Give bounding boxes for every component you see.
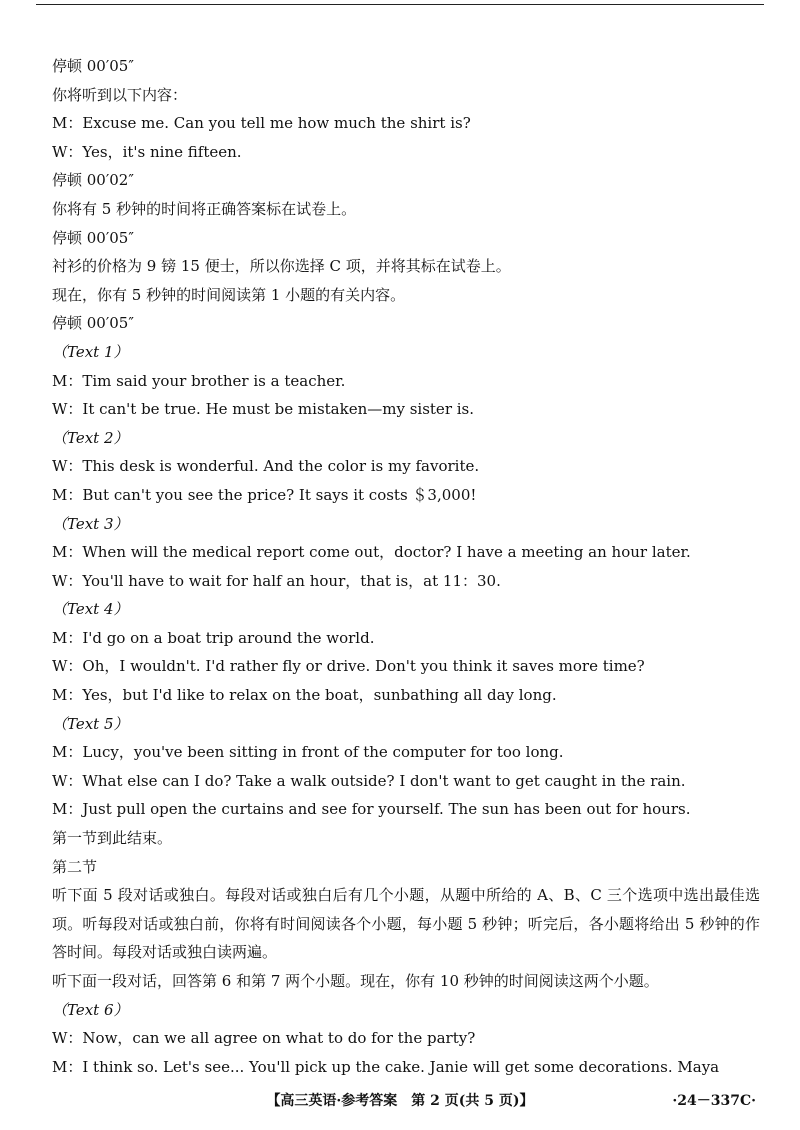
dialogue-line: W：Yes，it's nine fifteen. xyxy=(52,142,242,161)
text-label: （Text 1） xyxy=(52,342,129,361)
dialogue-line: W：Oh，I wouldn't. I'd rather fly or drive. Don't you think it saves more time? xyxy=(52,657,645,676)
pause-line: 停顿 00′05″ xyxy=(52,57,134,75)
text-label: （Text 3） xyxy=(52,514,129,533)
dialogue-line: W：This desk is wonderful. And the color is my favorite. xyxy=(52,457,480,476)
instruction-line: 听下面一段对话，回答第 6 和第 7 两个小题。现在，你有 10 秒钟的时间阅读这两个小题。 xyxy=(52,972,659,990)
dialogue-line: W：You'll have to wait for half an hour，that is，at 11：30. xyxy=(52,571,501,590)
dialogue-line: M：I'd go on a boat trip around the world. xyxy=(52,628,375,647)
dialogue-line: W：It can't be true. He must be mistaken—my sister is. xyxy=(52,400,475,419)
instruction-line: 现在，你有 5 秒钟的时间阅读第 1 小题的有关内容。 xyxy=(52,285,406,304)
section-instructions: 听下面 5 段对话或独白。每段对话或独白后有几个小题，从题中所给的 A、B、C 三个选项中选出最佳选项。听每段对话或独白前，你将有时间阅读各个小题，每小题 5 秒钟；听完后，各小题将给出 5 秒钟的作答时间。每段对话或独白读两遍。 xyxy=(52,886,760,962)
text-label: （Text 4） xyxy=(52,600,129,619)
dialogue-line: M：Just pull open the curtains and see for yourself. The sun has been out for hours. xyxy=(52,800,691,819)
instruction-line: 你将有 5 秒钟的时间将正确答案标在试卷上。 xyxy=(52,199,357,218)
pause-line: 停顿 00′05″ xyxy=(52,228,134,247)
dialogue-line: M：Tim said your brother is a teacher. xyxy=(52,371,346,390)
text-label: （Text 2） xyxy=(52,428,129,447)
section-end-line: 第一节到此结束。 xyxy=(52,829,173,848)
pause-line: 停顿 00′02″ xyxy=(52,171,134,190)
instruction-line: 你将听到以下内容： xyxy=(52,85,188,104)
dialogue-line: M：I think so. Let's see... You'll pick up the cake. Janie will get some decorations. Maya xyxy=(52,1057,720,1076)
text-label: （Text 5） xyxy=(52,714,129,733)
dialogue-line: W：What else can I do? Take a walk outside? I don't want to get caught in the rain. xyxy=(52,771,686,790)
page-footer xyxy=(0,1090,800,1114)
instruction-line: 衬衫的价格为 9 镑 15 便士，所以你选择 C 项，并将其标在试卷上。 xyxy=(52,257,511,276)
dialogue-line: M：When will the medical report come out，doctor? I have a meeting an hour later. xyxy=(52,543,691,562)
dialogue-line: W：Now，can we all agree on what to do for the party? xyxy=(52,1029,476,1048)
footer-code: ·24－337C· xyxy=(672,1093,756,1109)
footer-title: 【高三英语·参考答案 第 2 页(共 5 页)】 xyxy=(266,1093,534,1109)
dialogue-line: M：Excuse me. Can you tell me how much the shirt is? xyxy=(52,114,471,133)
dialogue-line: M：Lucy，you've been sitting in front of the computer for too long. xyxy=(52,743,564,762)
section-heading: 第二节 xyxy=(52,857,98,876)
dialogue-line: M：But can't you see the price? It says it costs ＄3,000! xyxy=(52,485,477,504)
top-rule xyxy=(36,4,764,5)
text-label: （Text 6） xyxy=(52,1000,129,1019)
dialogue-line: M：Yes，but I'd like to relax on the boat，sunbathing all day long. xyxy=(52,686,557,705)
pause-line: 停顿 00′05″ xyxy=(52,314,134,333)
answer-document-body xyxy=(52,52,760,1081)
